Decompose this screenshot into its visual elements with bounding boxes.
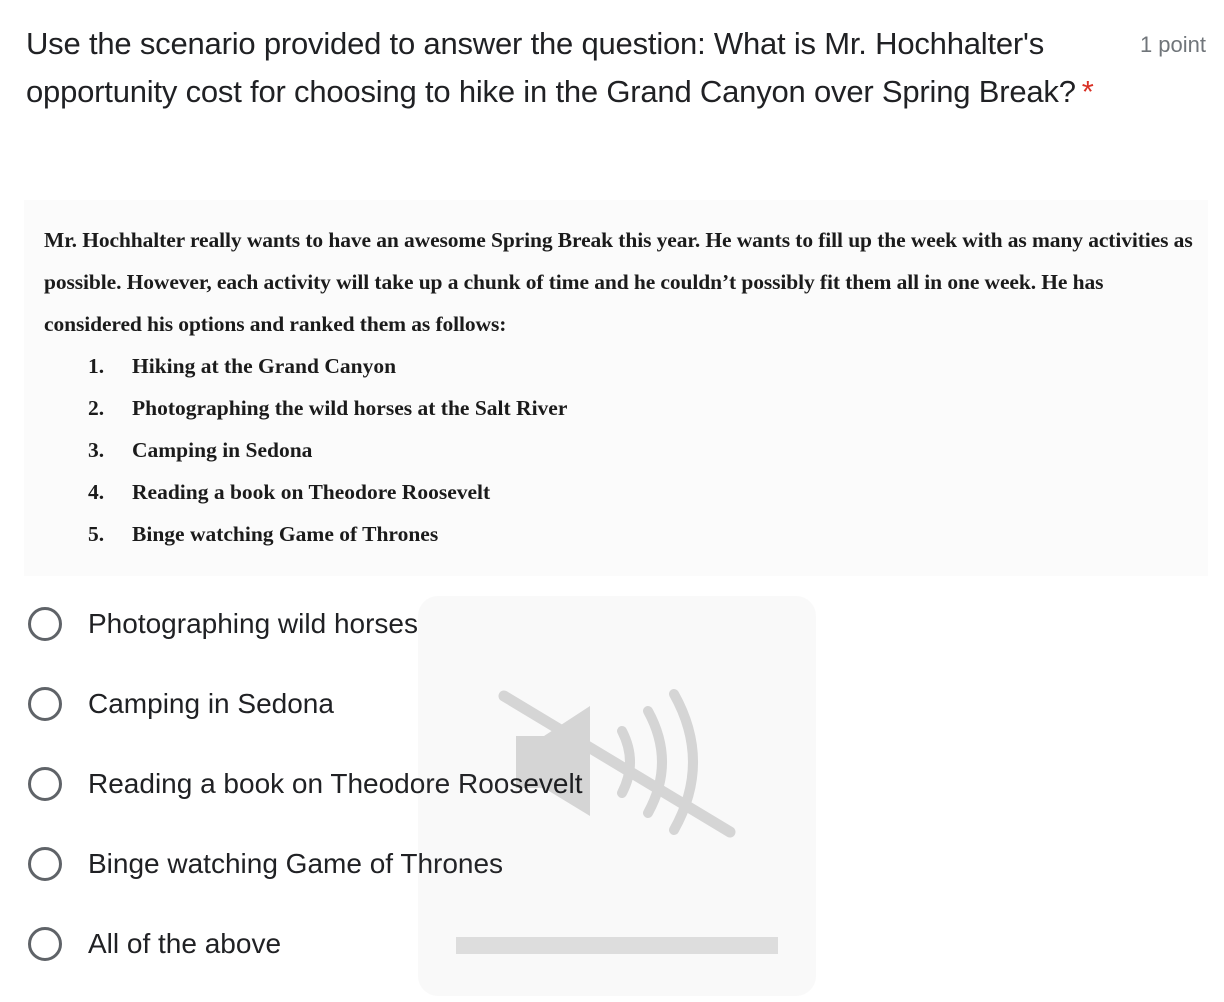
option-label[interactable]: Reading a book on Theodore Roosevelt (88, 768, 583, 799)
video-progress-bar[interactable] (456, 937, 778, 954)
ranked-item-text: Reading a book on Theodore Roosevelt (132, 480, 491, 504)
ranked-item-number: 1. (88, 354, 105, 378)
scenario-paragraph: Mr. Hochhalter really wants to have an awesome Spring Break this year. He wants to fill up the week with as many activities as possible. However, each activity will take up a chunk of time and he couldn’t possibly fit them all in one week. He has considered his options and ranked them as follows: (44, 228, 1193, 336)
ranked-item-number: 3. (88, 438, 105, 462)
radio-button[interactable] (28, 927, 62, 961)
radio-button[interactable] (28, 767, 62, 801)
ranked-item (88, 513, 567, 555)
question-title (26, 20, 1121, 116)
option-label[interactable]: Photographing wild horses (88, 608, 418, 639)
question-text: Use the scenario provided to answer the question: What is Mr. Hochhalter's opportunity cost for choosing to hike in the Grand Canyon over Spring Break? (26, 26, 1076, 109)
option-label[interactable]: Camping in Sedona (88, 688, 334, 719)
required-marker: * (1081, 74, 1094, 109)
ranked-item-text: Binge watching Game of Thrones (132, 522, 439, 546)
ranked-item (88, 429, 567, 471)
ranked-item-number: 4. (88, 480, 105, 504)
radio-button[interactable] (28, 847, 62, 881)
ranked-item-text: Camping in Sedona (132, 438, 313, 462)
radio-button[interactable] (28, 687, 62, 721)
ranked-item (88, 471, 567, 513)
scenario-image (24, 200, 1208, 576)
ranked-item-text: Hiking at the Grand Canyon (132, 354, 397, 378)
ranked-item-text: Photographing the wild horses at the Salt River (132, 396, 568, 420)
option-label[interactable]: Binge watching Game of Thrones (88, 848, 504, 879)
video-overlay[interactable] (418, 596, 816, 996)
points-label: 1 point (1139, 32, 1206, 57)
option-label[interactable]: All of the above (88, 928, 282, 959)
ranked-item-number: 2. (88, 396, 105, 420)
ranked-item-number: 5. (88, 522, 105, 546)
ranked-item (88, 387, 567, 429)
ranked-item (88, 345, 567, 387)
ranked-list (88, 345, 567, 555)
radio-button[interactable] (28, 607, 62, 641)
volume-muted-icon[interactable] (498, 686, 738, 856)
